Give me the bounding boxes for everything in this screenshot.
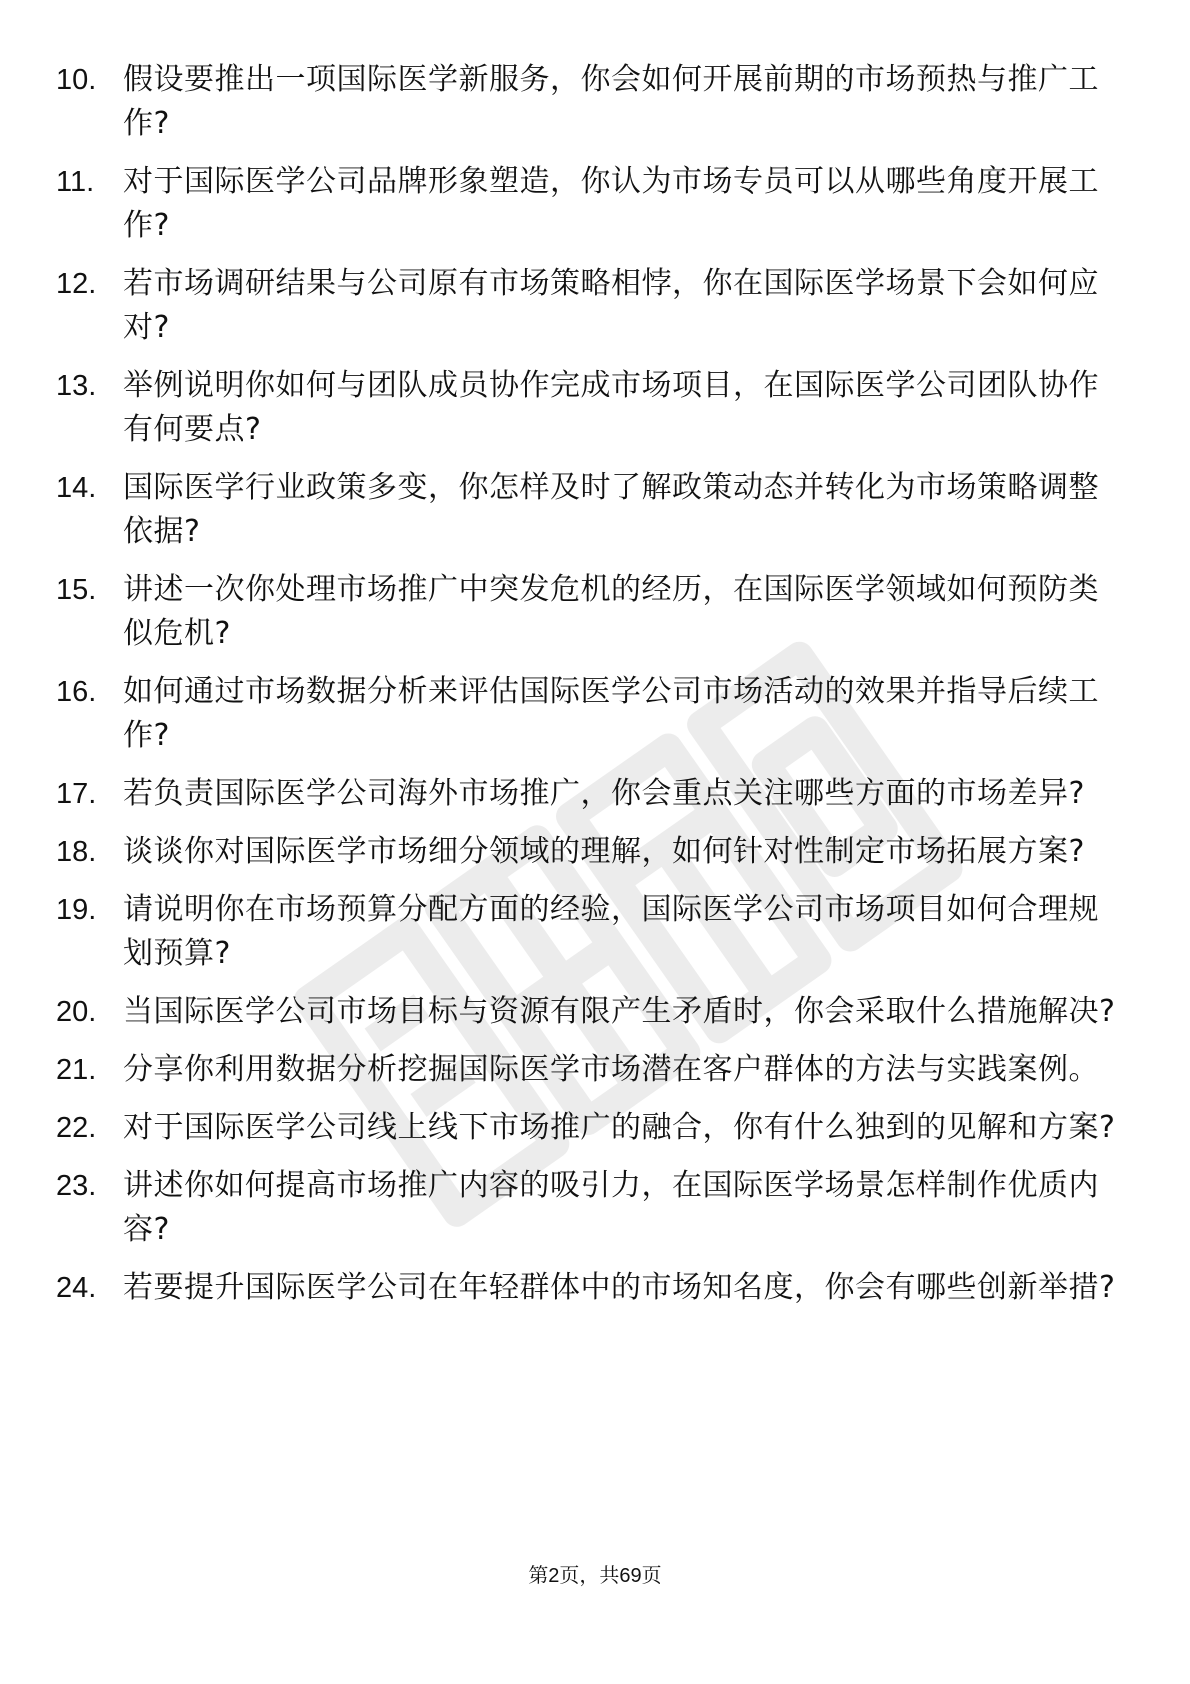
list-item xyxy=(56,1048,1116,1092)
list-item xyxy=(56,262,1116,350)
page-number-label: 第2页，共69页 xyxy=(528,1565,662,1587)
question-number: 22. xyxy=(56,1112,97,1144)
question-number: 23. xyxy=(56,1170,97,1202)
list-item xyxy=(56,1106,1116,1150)
question-text: 若市场调研结果与公司原有市场策略相悖，你在国际医学场景下会如何应对? xyxy=(123,266,1099,345)
list-item xyxy=(56,888,1116,976)
question-text: 举例说明你如何与团队成员协作完成市场项目，在国际医学公司团队协作有何要点? xyxy=(123,368,1099,447)
question-text: 谈谈你对国际医学市场细分领域的理解，如何针对性制定市场拓展方案? xyxy=(123,834,1085,869)
question-text: 国际医学行业政策多变，你怎样及时了解政策动态并转化为市场策略调整依据? xyxy=(123,470,1099,549)
question-number: 16. xyxy=(56,676,97,708)
question-text: 若要提升国际医学公司在年轻群体中的市场知名度，你会有哪些创新举措? xyxy=(123,1270,1116,1305)
question-number: 10. xyxy=(56,64,97,96)
question-number: 19. xyxy=(56,894,97,926)
question-text: 当国际医学公司市场目标与资源有限产生矛盾时，你会采取什么措施解决? xyxy=(123,994,1116,1029)
question-number: 21. xyxy=(56,1054,97,1086)
question-number: 12. xyxy=(56,268,97,300)
question-text: 对于国际医学公司线上线下市场推广的融合，你有什么独到的见解和方案? xyxy=(123,1110,1116,1145)
question-number: 20. xyxy=(56,996,97,1028)
question-text: 假设要推出一项国际医学新服务，你会如何开展前期的市场预热与推广工作? xyxy=(123,62,1099,141)
question-text: 分享你利用数据分析挖掘国际医学市场潜在客户群体的方法与实践案例。 xyxy=(123,1052,1099,1087)
list-item xyxy=(56,990,1116,1034)
question-text: 对于国际医学公司品牌形象塑造，你认为市场专员可以从哪些角度开展工作? xyxy=(123,164,1099,243)
list-item xyxy=(56,568,1116,656)
question-number: 15. xyxy=(56,574,97,606)
question-text: 若负责国际医学公司海外市场推广，你会重点关注哪些方面的市场差异? xyxy=(123,776,1085,811)
question-text: 请说明你在市场预算分配方面的经验，国际医学公司市场项目如何合理规划预算? xyxy=(123,892,1099,971)
list-item xyxy=(56,772,1116,816)
question-number: 18. xyxy=(56,836,97,868)
page-footer xyxy=(0,1562,1190,1590)
list-item xyxy=(56,670,1116,758)
question-list xyxy=(56,58,1116,1324)
question-number: 17. xyxy=(56,778,97,810)
list-item xyxy=(56,466,1116,554)
question-text: 讲述一次你处理市场推广中突发危机的经历，在国际医学领域如何预防类似危机? xyxy=(123,572,1099,651)
list-item xyxy=(56,364,1116,452)
list-item xyxy=(56,160,1116,248)
list-item xyxy=(56,1164,1116,1252)
list-item xyxy=(56,1266,1116,1310)
question-text: 如何通过市场数据分析来评估国际医学公司市场活动的效果并指导后续工作? xyxy=(123,674,1099,753)
list-item xyxy=(56,58,1116,146)
question-number: 24. xyxy=(56,1272,97,1304)
question-number: 13. xyxy=(56,370,97,402)
question-number: 14. xyxy=(56,472,97,504)
question-number: 11. xyxy=(56,166,95,198)
question-text: 讲述你如何提高市场推广内容的吸引力，在国际医学场景怎样制作优质内容? xyxy=(123,1168,1099,1247)
list-item xyxy=(56,830,1116,874)
